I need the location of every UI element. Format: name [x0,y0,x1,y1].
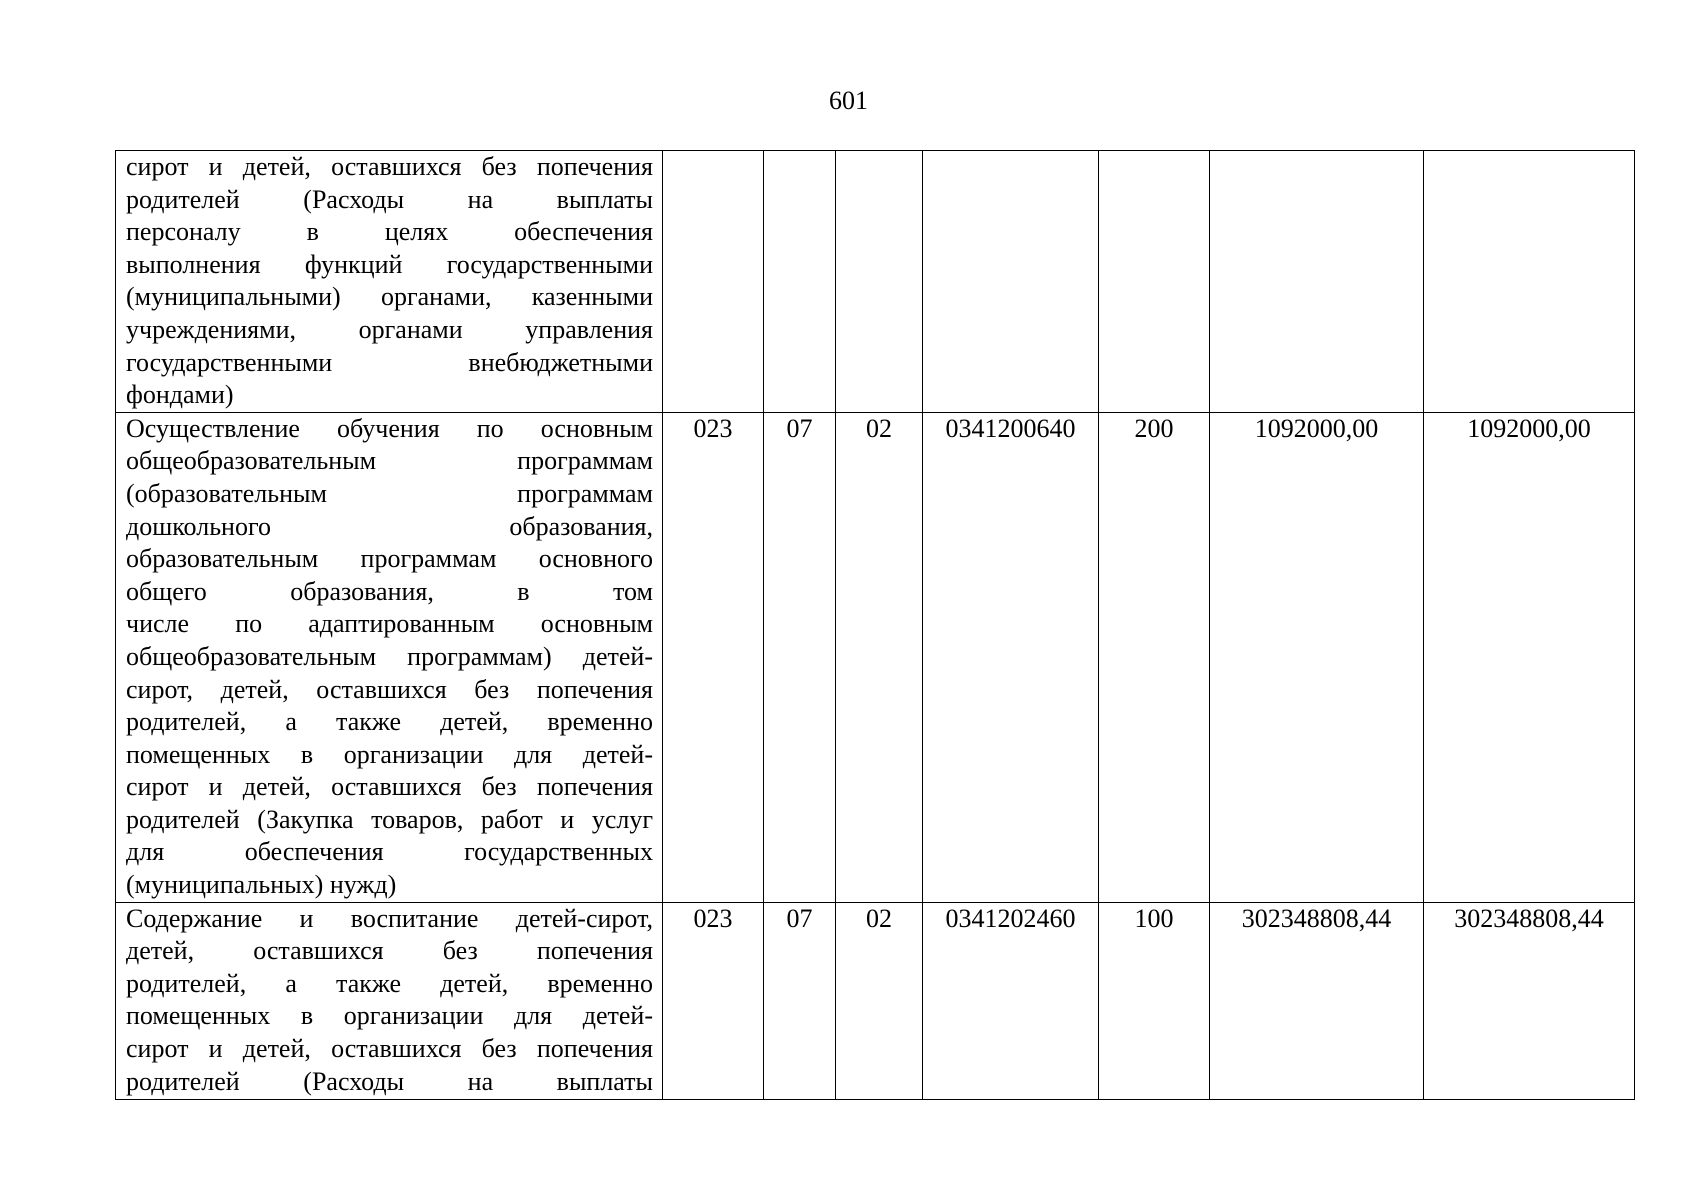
section-code-cell [764,151,836,413]
description-line: родителей (Расходы на выплаты [126,1066,653,1096]
description-line: персоналу в целях обеспечения [126,217,653,247]
description-line: родителей (Закупка товаров, работ и услуг [126,804,653,834]
description-line: (муниципальных) нужд) [126,870,397,900]
target-article-cell [923,151,1099,413]
description-line: выполнения функций государственными [126,249,653,279]
table-row [116,151,1635,413]
description-line: детей, оставшихся без попечения [126,936,653,966]
description-line: числе по адаптированным основным [126,609,653,639]
description-line: (муниципальными) органами, казенными [126,282,653,312]
amount-cell-1: 1092000,00 [1210,412,1424,902]
description-line: родителей, а также детей, временно [126,707,653,737]
description-line: помещенных в организации для детей- [126,739,653,769]
amount-cell-1: 302348808,44 [1210,902,1424,1099]
ministry-code-cell: 023 [663,902,764,1099]
description-line: (образовательным программам [126,478,653,508]
subsection-code-cell [836,151,923,413]
description-line: сирот и детей, оставшихся без попечения [126,1034,653,1064]
description-line: для обеспечения государственных [126,837,653,867]
description-line: фондами) [126,380,234,410]
ministry-code-cell: 023 [663,412,764,902]
amount-cell-2: 1092000,00 [1424,412,1635,902]
expense-type-cell: 100 [1099,902,1210,1099]
description-line: Осуществление обучения по основным [126,413,653,443]
table-row [116,902,1635,1099]
description-line: помещенных в организации для детей- [126,1001,653,1031]
description-line: сирот и детей, оставшихся без попечения [126,772,653,802]
amount-cell-2: 302348808,44 [1424,902,1635,1099]
section-code-cell: 07 [764,902,836,1099]
description-line: общего образования, в том [126,576,653,606]
description-line: родителей, а также детей, временно [126,968,653,998]
amount-cell-2 [1424,151,1635,413]
subsection-code-cell: 02 [836,412,923,902]
amount-cell-1 [1210,151,1424,413]
subsection-code-cell: 02 [836,902,923,1099]
description-line: образовательным программам основного [126,544,653,574]
budget-table [115,150,1635,1100]
section-code-cell: 07 [764,412,836,902]
expense-type-cell: 200 [1099,412,1210,902]
row-description [116,412,663,902]
row-description [116,902,663,1099]
description-line: Содержание и воспитание детей-сирот, [126,903,653,933]
expense-type-cell [1099,151,1210,413]
ministry-code-cell [663,151,764,413]
description-line: учреждениями, органами управления [126,314,653,344]
description-line: общеобразовательным программам [126,446,653,476]
page-number: 601 [829,86,868,115]
target-article-cell: 0341202460 [923,902,1099,1099]
description-line: общеобразовательным программам) детей- [126,641,653,671]
description-line: государственными внебюджетными [126,347,653,377]
table-row [116,412,1635,902]
description-line: сирот, детей, оставшихся без попечения [126,674,653,704]
description-line: сирот и детей, оставшихся без попечения [126,152,653,181]
row-description [116,151,663,413]
target-article-cell: 0341200640 [923,412,1099,902]
description-line: родителей (Расходы на выплаты [126,184,653,214]
description-line: дошкольного образования, [126,511,653,541]
